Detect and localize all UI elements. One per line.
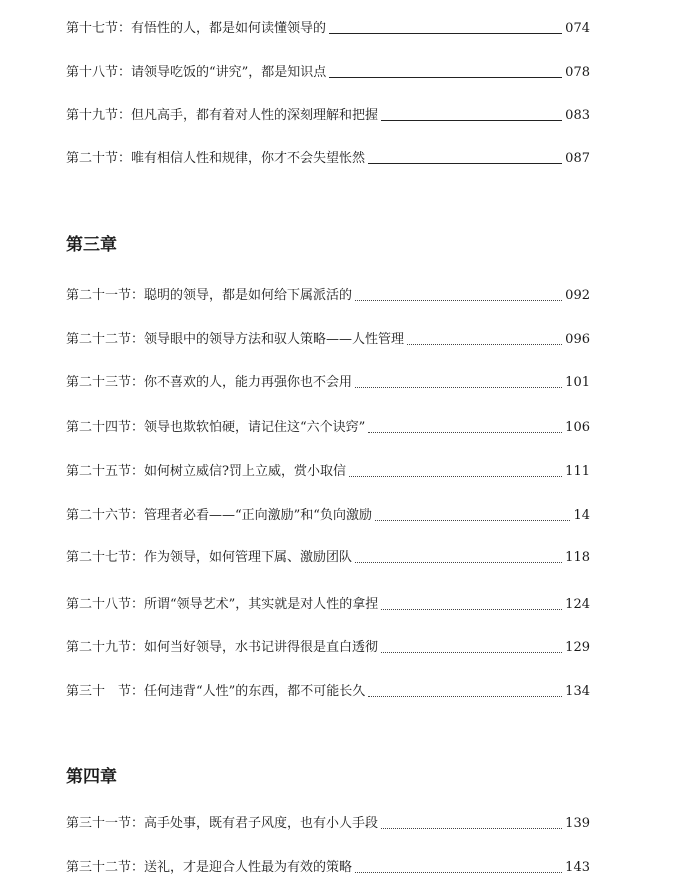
toc-entry[interactable]: [66, 857, 590, 877]
toc-leader-dots: [381, 609, 562, 610]
toc-leader-line: [381, 120, 562, 121]
toc-leader-dots: [407, 344, 562, 345]
toc-leader-line: [368, 163, 562, 164]
toc-entry[interactable]: [66, 813, 590, 833]
toc-entry[interactable]: [66, 372, 590, 392]
toc-entry[interactable]: [66, 637, 590, 657]
chapter-heading: 第三章: [66, 235, 117, 255]
toc-leader-line: [329, 33, 562, 34]
toc-page-number: 087: [565, 151, 590, 166]
toc-page-number: 078: [565, 65, 590, 80]
toc-leader-line: [329, 77, 562, 78]
toc-entry-title: 第二十节：唯有相信人性和规律，你才不会失望怅然: [66, 151, 366, 166]
toc-page-number: 074: [565, 21, 590, 36]
toc-entry-title: 第二十六节：管理者必看——“正向激励”和“负向激励: [66, 508, 372, 523]
toc-entry[interactable]: [66, 329, 590, 349]
toc-entry-title: 第三十二节：送礼，才是迎合人性最为有效的策略: [66, 860, 353, 875]
toc-leader-dots: [368, 696, 562, 697]
toc-entry[interactable]: [66, 417, 590, 437]
toc-leader-dots: [349, 476, 562, 477]
toc-page-number: 083: [565, 108, 590, 123]
toc-entry-title: 第二十五节：如何树立威信?罚上立威，赏小取信: [66, 464, 346, 479]
toc-entry[interactable]: [66, 594, 590, 614]
toc-page-number: 092: [565, 288, 590, 303]
toc-page-number: 096: [565, 332, 590, 347]
toc-entry-title: 第二十七节：作为领导，如何管理下属、激励团队: [66, 550, 353, 565]
toc-leader-dots: [355, 562, 562, 563]
toc-entry[interactable]: [66, 461, 590, 481]
toc-entry-title: 第十七节：有悟性的人，都是如何读懂领导的: [66, 21, 327, 36]
toc-page-number: 139: [565, 816, 590, 831]
toc-entry[interactable]: [66, 148, 590, 168]
toc-page-number: 134: [565, 684, 590, 699]
toc-page-number: 129: [565, 640, 590, 655]
toc-entry-title: 第十九节：但凡高手，都有着对人性的深刻理解和把握: [66, 108, 379, 123]
toc-page-number: 118: [565, 550, 590, 565]
toc-entry[interactable]: [66, 505, 590, 525]
toc-leader-dots: [375, 520, 571, 521]
toc-leader-dots: [355, 300, 562, 301]
chapter-heading: 第四章: [66, 767, 117, 787]
toc-leader-dots: [381, 828, 562, 829]
toc-page-number: 143: [565, 860, 590, 875]
toc-entry[interactable]: [66, 681, 590, 701]
toc-entry[interactable]: [66, 547, 590, 567]
toc-entry[interactable]: [66, 62, 590, 82]
toc-entry-title: 第二十九节：如何当好领导，水书记讲得很是直白透彻: [66, 640, 379, 655]
toc-leader-dots: [355, 872, 562, 873]
toc-page-number: 111: [565, 464, 590, 479]
toc-entry-title: 第二十一节：聪明的领导，都是如何给下属派活的: [66, 288, 353, 303]
toc-entry-title: 第三十一节：高手处事，既有君子风度，也有小人手段: [66, 816, 379, 831]
toc-page-number: 101: [565, 375, 590, 390]
toc-entry[interactable]: [66, 18, 590, 38]
toc-entry-title: 第二十八节：所谓“领导艺术”，其实就是对人性的拿捏: [66, 597, 379, 612]
toc-entry[interactable]: [66, 105, 590, 125]
toc-leader-dots: [355, 387, 562, 388]
toc-leader-dots: [381, 652, 562, 653]
toc-entry-title: 第三十 节：任何违背“人性”的东西，都不可能长久: [66, 684, 366, 699]
toc-page-number: 124: [565, 597, 590, 612]
toc-entry[interactable]: [66, 285, 590, 305]
toc-leader-dots: [368, 432, 562, 433]
toc-page-number: 14: [573, 508, 590, 523]
toc-entry-title: 第二十四节：领导也欺软怕硬，请记住这“六个诀窍”: [66, 420, 366, 435]
toc-entry-title: 第二十三节：你不喜欢的人，能力再强你也不会用: [66, 375, 353, 390]
toc-entry-title: 第二十二节：领导眼中的领导方法和驭人策略——人性管理: [66, 332, 405, 347]
toc-entry-title: 第十八节：请领导吃饭的“讲究”，都是知识点: [66, 65, 327, 80]
toc-page-number: 106: [565, 420, 590, 435]
